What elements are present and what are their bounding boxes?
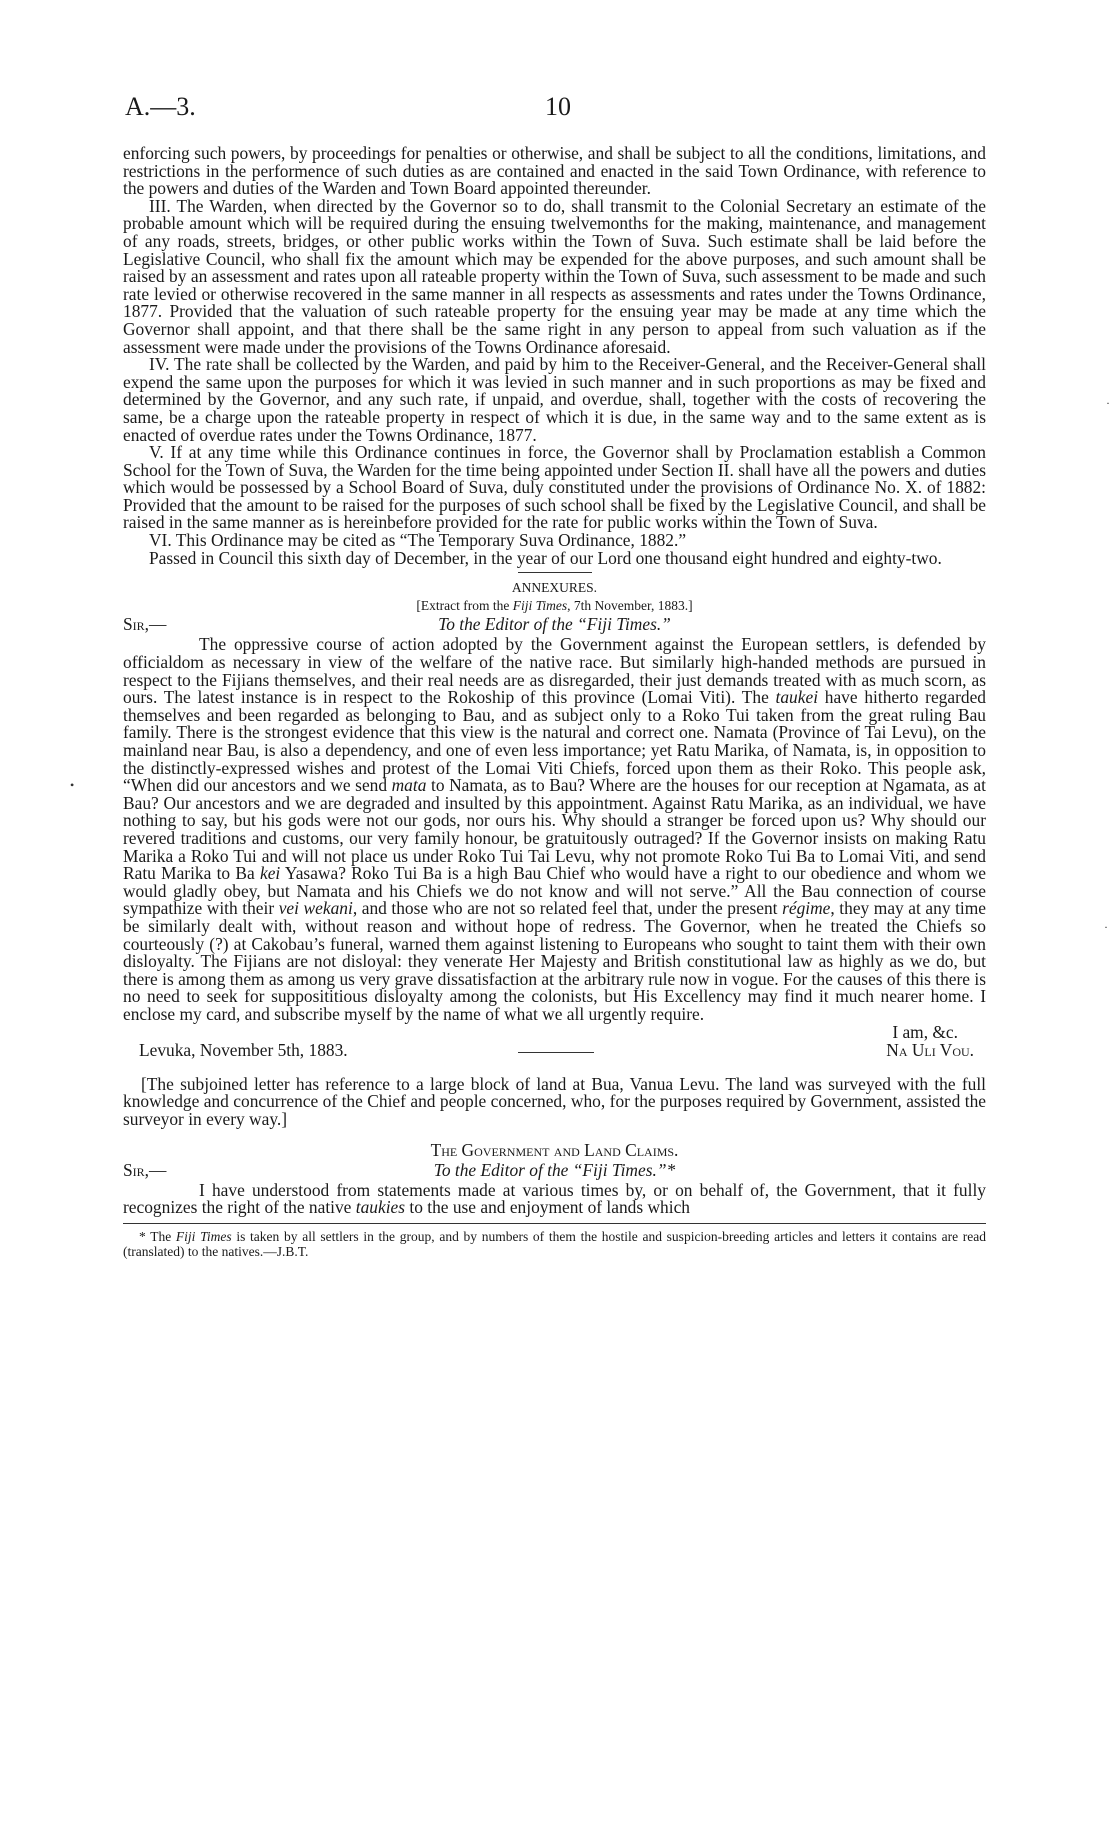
editorial-note: [The subjoined letter has reference to a large block of land at Bua, Vanua Levu. The land was surveyed with the full knowledge and concurrence of the Chief and people concerned, who, for the purposes required by Government, assisted the surveyor in every way.] (123, 1073, 986, 1129)
divider (518, 572, 592, 573)
divider (518, 1052, 594, 1053)
page-number: 10 (545, 92, 571, 121)
footnote-text: is taken by all settlers in the group, and by numbers of them the hostile and suspicion-breeding articles and letters it contains are read (translated) to the natives.—J.B.T. (123, 1229, 987, 1260)
second-letter-body (123, 1179, 986, 1218)
text: have hitherto regarded themselves and been regarded as belonging to Bau, and as subject only to a Roko Tui taken from the great ruling Bau family. There is the strongest evidence that this view is the natural and correct one. Namata (Province of Tai Levu), on the mainland near Bau, is also a dependency, and one of even less importance; yet Ratu Marika, of Namata, is, in opposition to the distinctly-expressed wishes and protest of the Lomai Viti Chiefs, forced upon them as their Roko. This people ask, “When did our ancestors and we send (123, 687, 986, 796)
text: to the use and enjoyment of lands which (405, 1197, 690, 1218)
document-body (123, 145, 986, 1259)
salutation: Sir,— (123, 614, 167, 635)
text: I have understood from statements made at various times by, or on behalf of, the Government, that it fully recognizes the right of the native (123, 1179, 986, 1218)
closing: I am, &c. (892, 1021, 958, 1042)
text: , and those who are not so related feel that, under the present (352, 898, 783, 919)
annexures-heading: ANNEXURES. (511, 580, 598, 596)
margin-dot: · (1106, 396, 1110, 410)
second-letter-address (123, 1160, 986, 1182)
margin-dot: • (70, 778, 75, 792)
extract-prefix: [Extract from the (416, 597, 513, 613)
paragraph-section-iii: III. The Warden, when directed by the Governor so to do, shall transmit to the Colonial Secretary an estimate of the probable amount which will be required during the ensuing twelvemonths for the making, maintenance, and management of any roads, streets, bridges, or other public works within the Town of Suva. Such estimate shall be laid before the Legislative Council, who shall fix the amount which may be expended for the above purposes, and such amount shall be raised by an assessment and rates upon all rateable property within the Town of Suva, such assessment to be made and such rate levied or otherwise recovered in the same manner in all respects as assessments and rates under the Towns Ordinance, 1877. Provided that the valuation of such rateable property for the ensuing year may be made at any time which the Governor shall appoint, and that there shall be the same right in any person to appeal from such valuation as if the assessment were made under the provisions of the Towns Ordinance aforesaid. (123, 195, 986, 357)
italic-term: vei wekani (278, 898, 353, 919)
letter-address (123, 614, 986, 636)
italic-term: kei (259, 863, 281, 884)
place-date: Levuka, November 5th, 1883. (139, 1039, 348, 1060)
signature: Na Uli Vou. (886, 1039, 974, 1060)
closing-row (123, 1021, 986, 1042)
salutation: Sir,— (123, 1159, 167, 1180)
footnote-mark: * The (139, 1229, 176, 1245)
to-editor: To the Editor of the “Fiji Times.”* (433, 1159, 676, 1180)
italic-term: taukies (355, 1197, 406, 1218)
italic-term: taukei (775, 687, 819, 708)
text: Yasawa? Roko Tui Ba is a high Bau Chief who would have a right to our obedience and whom we would gladly obey, but Namata and his Chiefs we do not know and will not serve.” All the Bau connection of course sympathize with their (123, 863, 986, 919)
footnote-rule (123, 1223, 986, 1224)
paragraph: enforcing such powers, by proceedings for penalties or otherwise, and shall be subject to all the conditions, limitations, and restrictions in the performence of such duties as are contained and enacted in the said Town Ordinance, with reference to the powers and duties of the Warden and Town Board appointed thereunder. (123, 143, 986, 199)
paragraph-section-v: V. If at any time while this Ordinance continues in force, the Governor shall by Proclamation establish a Common School for the Town of Suva, the Warden for the time being appointed under Section II. shall have all the powers and duties which would be possessed by a School Board of Suva, duly constituted under the provisions of Ordinance No. X. of 1882: Provided that the amount to be raised for the purposes of such school shall be fixed by the Legislative Council, and shall be raised in the same manner as is hereinbefore provided for the rate for public works within the Town of Suva. (123, 442, 986, 533)
text: The oppressive course of action adopted by the Government against the European settlers, is defended by officialdom as necessary in view of the welfare of the native race. But similarly high-handed methods are pursued in respect to the Fijians themselves, and their real needs are as disregarded, their just demands treated with as much scorn, as ours. The latest instance is in respect to the Rokoship of this province (Lomai Viti). The (123, 634, 986, 708)
italic-term: régime (782, 898, 831, 919)
text: to Namata, as to Bau? Where are the houses for our reception at Ngamata, as at Bau? Our ancestors and we are degraded and insulted by this appointment. Against Ratu Marika, as an individual, we have nothing to say, but his gods were not our gods, nor ours his. Why should a stranger be forced upon us? Why should our revered traditions and customs, our very family honour, be gratuitously outraged? If the Governor insists on making Ratu Marika a Roko Tui and will not place us under Roko Tui Tai Levu, why not promote Roko Tui Ba to Lomai Viti, and send Ratu Marika to Ba (123, 775, 986, 884)
date-signature-row (123, 1039, 986, 1062)
margin-dot: · (1104, 920, 1108, 934)
letter-body (123, 636, 986, 1023)
footnote-paper: Fiji Times (175, 1229, 232, 1245)
paragraph-section-iv: IV. The rate shall be collected by the Warden, and paid by him to the Receiver-General, and the Receiver-General shall expend the same upon the purposes for which it was levied in such manner and in such proportions as may be fixed and determined by the Governor, and any such rate, if unpaid, and overdue, shall, together with the costs of recovering the same, be a charge upon the rateable property in respect of which it is due, in the same way and to the same extent as is enacted of overdue rates under the Towns Ordinance, 1877. (123, 354, 986, 445)
passed-in-council: Passed in Council this sixth day of December, in the year of our Lord one thousand eight hundred and eighty-two. (149, 547, 942, 568)
footnote (123, 1229, 986, 1259)
text: , they may at any time be similarly dealt with, without reason and without hope of redress. The Governor, when he treated the Chiefs so courteously (?) at Cakobau’s funeral, warned them against listening to Europeans who sought to taint them with their own disloyalty. The Fijians are not disloyal: they venerate Her Majesty and British constitutional law as highly as we do, but there is among them as among us very grave dissatisfaction at the arbitrary rule now in vogue. For the causes of this there is no need to seek for supposititious disloyalty among the colonists, but His Excellency may find it much nearer home. I enclose my card, and subscribe myself by the name of what we all urgently require. (123, 898, 987, 1024)
second-letter-title: The Government and Land Claims. (430, 1140, 679, 1161)
to-editor: To the Editor of the “Fiji Times.” (438, 614, 671, 635)
extract-citation (123, 597, 986, 615)
document-reference: A.—3. (125, 92, 196, 121)
page-header (125, 92, 985, 124)
italic-term: mata (391, 775, 427, 796)
extract-suffix: , 7th November, 1883.] (567, 597, 693, 613)
extract-paper: Fiji Times (512, 597, 568, 613)
paragraph-section-vi: VI. This Ordinance may be cited as “The Temporary Suva Ordinance, 1882.” (149, 530, 687, 551)
